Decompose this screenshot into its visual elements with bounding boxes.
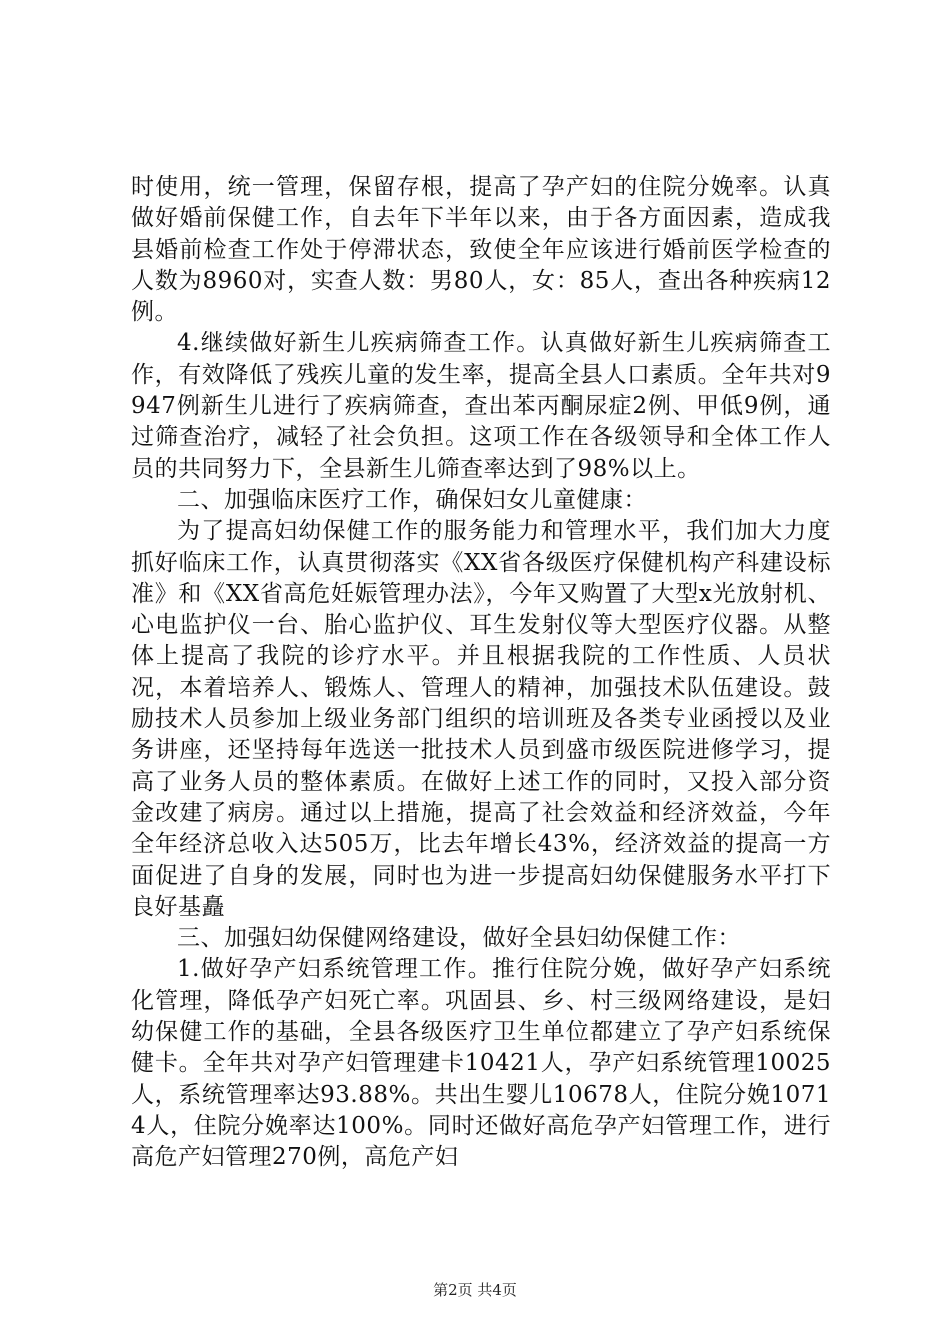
section-heading-clinical: 二、加强临床医疗工作，确保妇女儿童健康： [177,486,647,513]
paragraph-continuation: 时使用，统一管理，保留存根，提高了孕产妇的住院分娩率。认真做好婚前保健工作，自去年下半年以来，由于各方面因素，造成我县婚前检查工作处于停滞状态，致使全年应该进行婚前医学检查的人数为8960对，实查人数：男80人，女：85人，查出各种疾病12例。 [131,174,831,326]
page-number-footer: 第2页 共4页 [433,1281,517,1299]
section-heading-network: 三、加强妇幼保健网络建设，做好全县妇幼保健工作： [177,925,741,952]
document-body [131,172,831,1174]
paragraph-newborn-screening: 4.继续做好新生儿疾病筛查工作。认真做好新生儿疾病筛查工作，有效降低了残疾儿童的发生率，提高全县人口素质。全年共对9947例新生儿进行了疾病筛查，查出苯丙酮尿症2例、甲低9例，通过筛查治疗，减轻了社会负担。这项工作在各级领导和全体工作人员的共同努力下，全县新生儿筛查率达到了98%以上。 [131,330,831,482]
paragraph-clinical-work: 为了提高妇幼保健工作的服务能力和管理水平，我们加大力度抓好临床工作，认真贯彻落实《XX省各级医疗保健机构产科建设标准》和《XX省高危妊娠管理办法》，今年又购置了大型x光放射机、心电监护仪一台、胎心监护仪、耳生发射仪等大型医疗仪器。从整体上提高了我院的诊疗水平。并且根据我院的工作性质、人员状况，本着培养人、锻炼人、管理人的精神，加强技术队伍建设。鼓励技术人员参加上级业务部门组织的培训班及各类专业函授以及业务讲座，还坚持每年选送一批技术人员到盛市级医院进修学习，提高了业务人员的整体素质。在做好上述工作的同时，又投入部分资金改建了病房。通过以上措施，提高了社会效益和经济效益，今年全年经济总收入达505万，比去年增长43%，经济效益的提高一方面促进了自身的发展，同时也为进一步提高妇幼保健服务水平打下良好基矗 [131,518,831,920]
paragraph-maternal-management: 1.做好孕产妇系统管理工作。推行住院分娩，做好孕产妇系统化管理，降低孕产妇死亡率。巩固县、乡、村三级网络建设，是妇幼保健工作的基础，全县各级医疗卫生单位都建立了孕产妇系统保健卡。全年共对孕产妇管理建卡10421人，孕产妇系统管理10025人，系统管理率达93.88%。共出生婴儿10678人，住院分娩10714人，住院分娩率达100%。同时还做好高危孕产妇管理工作，进行高危产妇管理270例，高危产妇 [131,956,831,1171]
